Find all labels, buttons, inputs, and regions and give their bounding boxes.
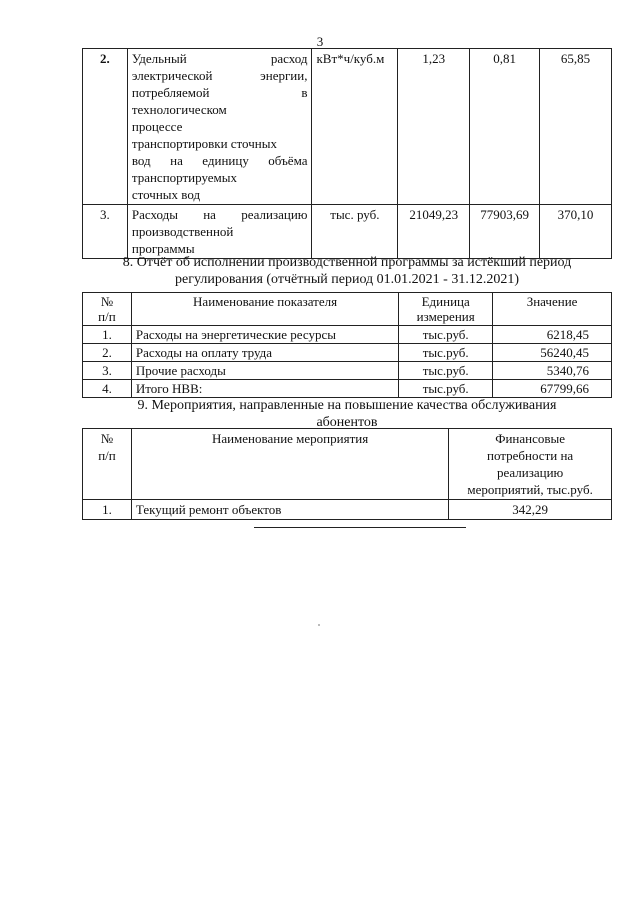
table-row (83, 380, 612, 398)
indicator-name (127, 49, 312, 205)
heading-line: регулирования (отчётный период 01.01.2021 - 31.12.2021) (175, 272, 519, 287)
column-header-unit (399, 293, 493, 326)
header-line: Единица (421, 294, 470, 309)
name-line: транспортируемых (131, 170, 238, 185)
name-line: сточных вод (131, 187, 201, 202)
row-number: 3. (83, 205, 128, 259)
name-line: производственной (131, 224, 234, 239)
heading-line: абонентов (316, 415, 378, 430)
value-cell: 21049,23 (398, 205, 470, 259)
value-cell: 342,29 (449, 500, 612, 520)
unit-cell: тыс.руб. (399, 344, 493, 362)
measures-table (82, 428, 612, 520)
table-row (83, 326, 612, 344)
indicator-name: Расходы на энергетические ресурсы (131, 326, 398, 344)
name-line: процессе (131, 119, 183, 134)
column-header-value: Значение (493, 293, 612, 326)
value-cell: 0,81 (470, 49, 540, 205)
header-line: № (100, 431, 114, 446)
value-cell: 5340,76 (493, 362, 612, 380)
row-number: 1. (83, 326, 132, 344)
column-header-financing (449, 429, 612, 500)
value-cell: 65,85 (540, 49, 612, 205)
indicator-name (127, 205, 312, 259)
closing-rule (254, 527, 466, 528)
value-cell: 77903,69 (470, 205, 540, 259)
table-row (83, 205, 612, 259)
name-line: программы (131, 241, 195, 256)
unit-cell: кВт*ч/куб.м (312, 49, 398, 205)
indicator-name: Итого НВВ: (131, 380, 398, 398)
heading-line: 8. Отчёт об исполнении производственной программы за истёкший период (122, 255, 572, 270)
name-line: вод на единицу объёма (131, 153, 308, 168)
program-report-table (82, 292, 612, 398)
section-8-heading (82, 254, 612, 288)
name-line: технологическом (131, 102, 227, 117)
header-line: потребности на (487, 448, 574, 463)
value-cell: 370,10 (540, 205, 612, 259)
row-number: 1. (83, 500, 132, 520)
unit-cell: тыс.руб. (399, 362, 493, 380)
name-line: электрической энергии, (131, 68, 308, 83)
table-header-row (83, 293, 612, 326)
table-row (83, 362, 612, 380)
column-header-num (83, 293, 132, 326)
table-row (83, 49, 612, 205)
table-row (83, 500, 612, 520)
header-line: № (100, 294, 114, 309)
row-number: 2. (83, 344, 132, 362)
section-9-heading (82, 397, 612, 431)
table-row (83, 344, 612, 362)
header-line: п/п (98, 309, 116, 324)
value-cell: 67799,66 (493, 380, 612, 398)
measure-name: Текущий ремонт объектов (131, 500, 448, 520)
heading-line: 9. Мероприятия, направленные на повышение качества обслуживания (137, 398, 557, 413)
unit-cell: тыс.руб. (399, 326, 493, 344)
column-header-name: Наименование показателя (131, 293, 398, 326)
name-line: транспортировки сточных (131, 136, 277, 151)
table-header-row (83, 429, 612, 500)
header-line: измерения (416, 309, 475, 324)
row-number: 2. (83, 49, 128, 205)
header-line: Финансовые (495, 431, 566, 446)
indicator-name: Прочие расходы (131, 362, 398, 380)
row-number: 3. (83, 362, 132, 380)
indicator-name: Расходы на оплату труда (131, 344, 398, 362)
value-cell: 6218,45 (493, 326, 612, 344)
header-line: реализацию (496, 465, 564, 480)
value-cell: 1,23 (398, 49, 470, 205)
header-line: мероприятий, тыс.руб. (467, 482, 593, 497)
unit-cell: тыс. руб. (312, 205, 398, 259)
name-line: Удельный расход (131, 51, 308, 66)
indicators-table (82, 48, 612, 259)
name-line: Расходы на реализацию (131, 207, 308, 222)
scan-speck (318, 624, 320, 626)
header-line: п/п (98, 448, 116, 463)
unit-cell: тыс.руб. (399, 380, 493, 398)
name-line: потребляемой в (131, 85, 308, 100)
value-cell: 56240,45 (493, 344, 612, 362)
page-number: 3 (316, 34, 324, 49)
column-header-num (83, 429, 132, 500)
column-header-name: Наименование мероприятия (131, 429, 448, 500)
row-number: 4. (83, 380, 132, 398)
